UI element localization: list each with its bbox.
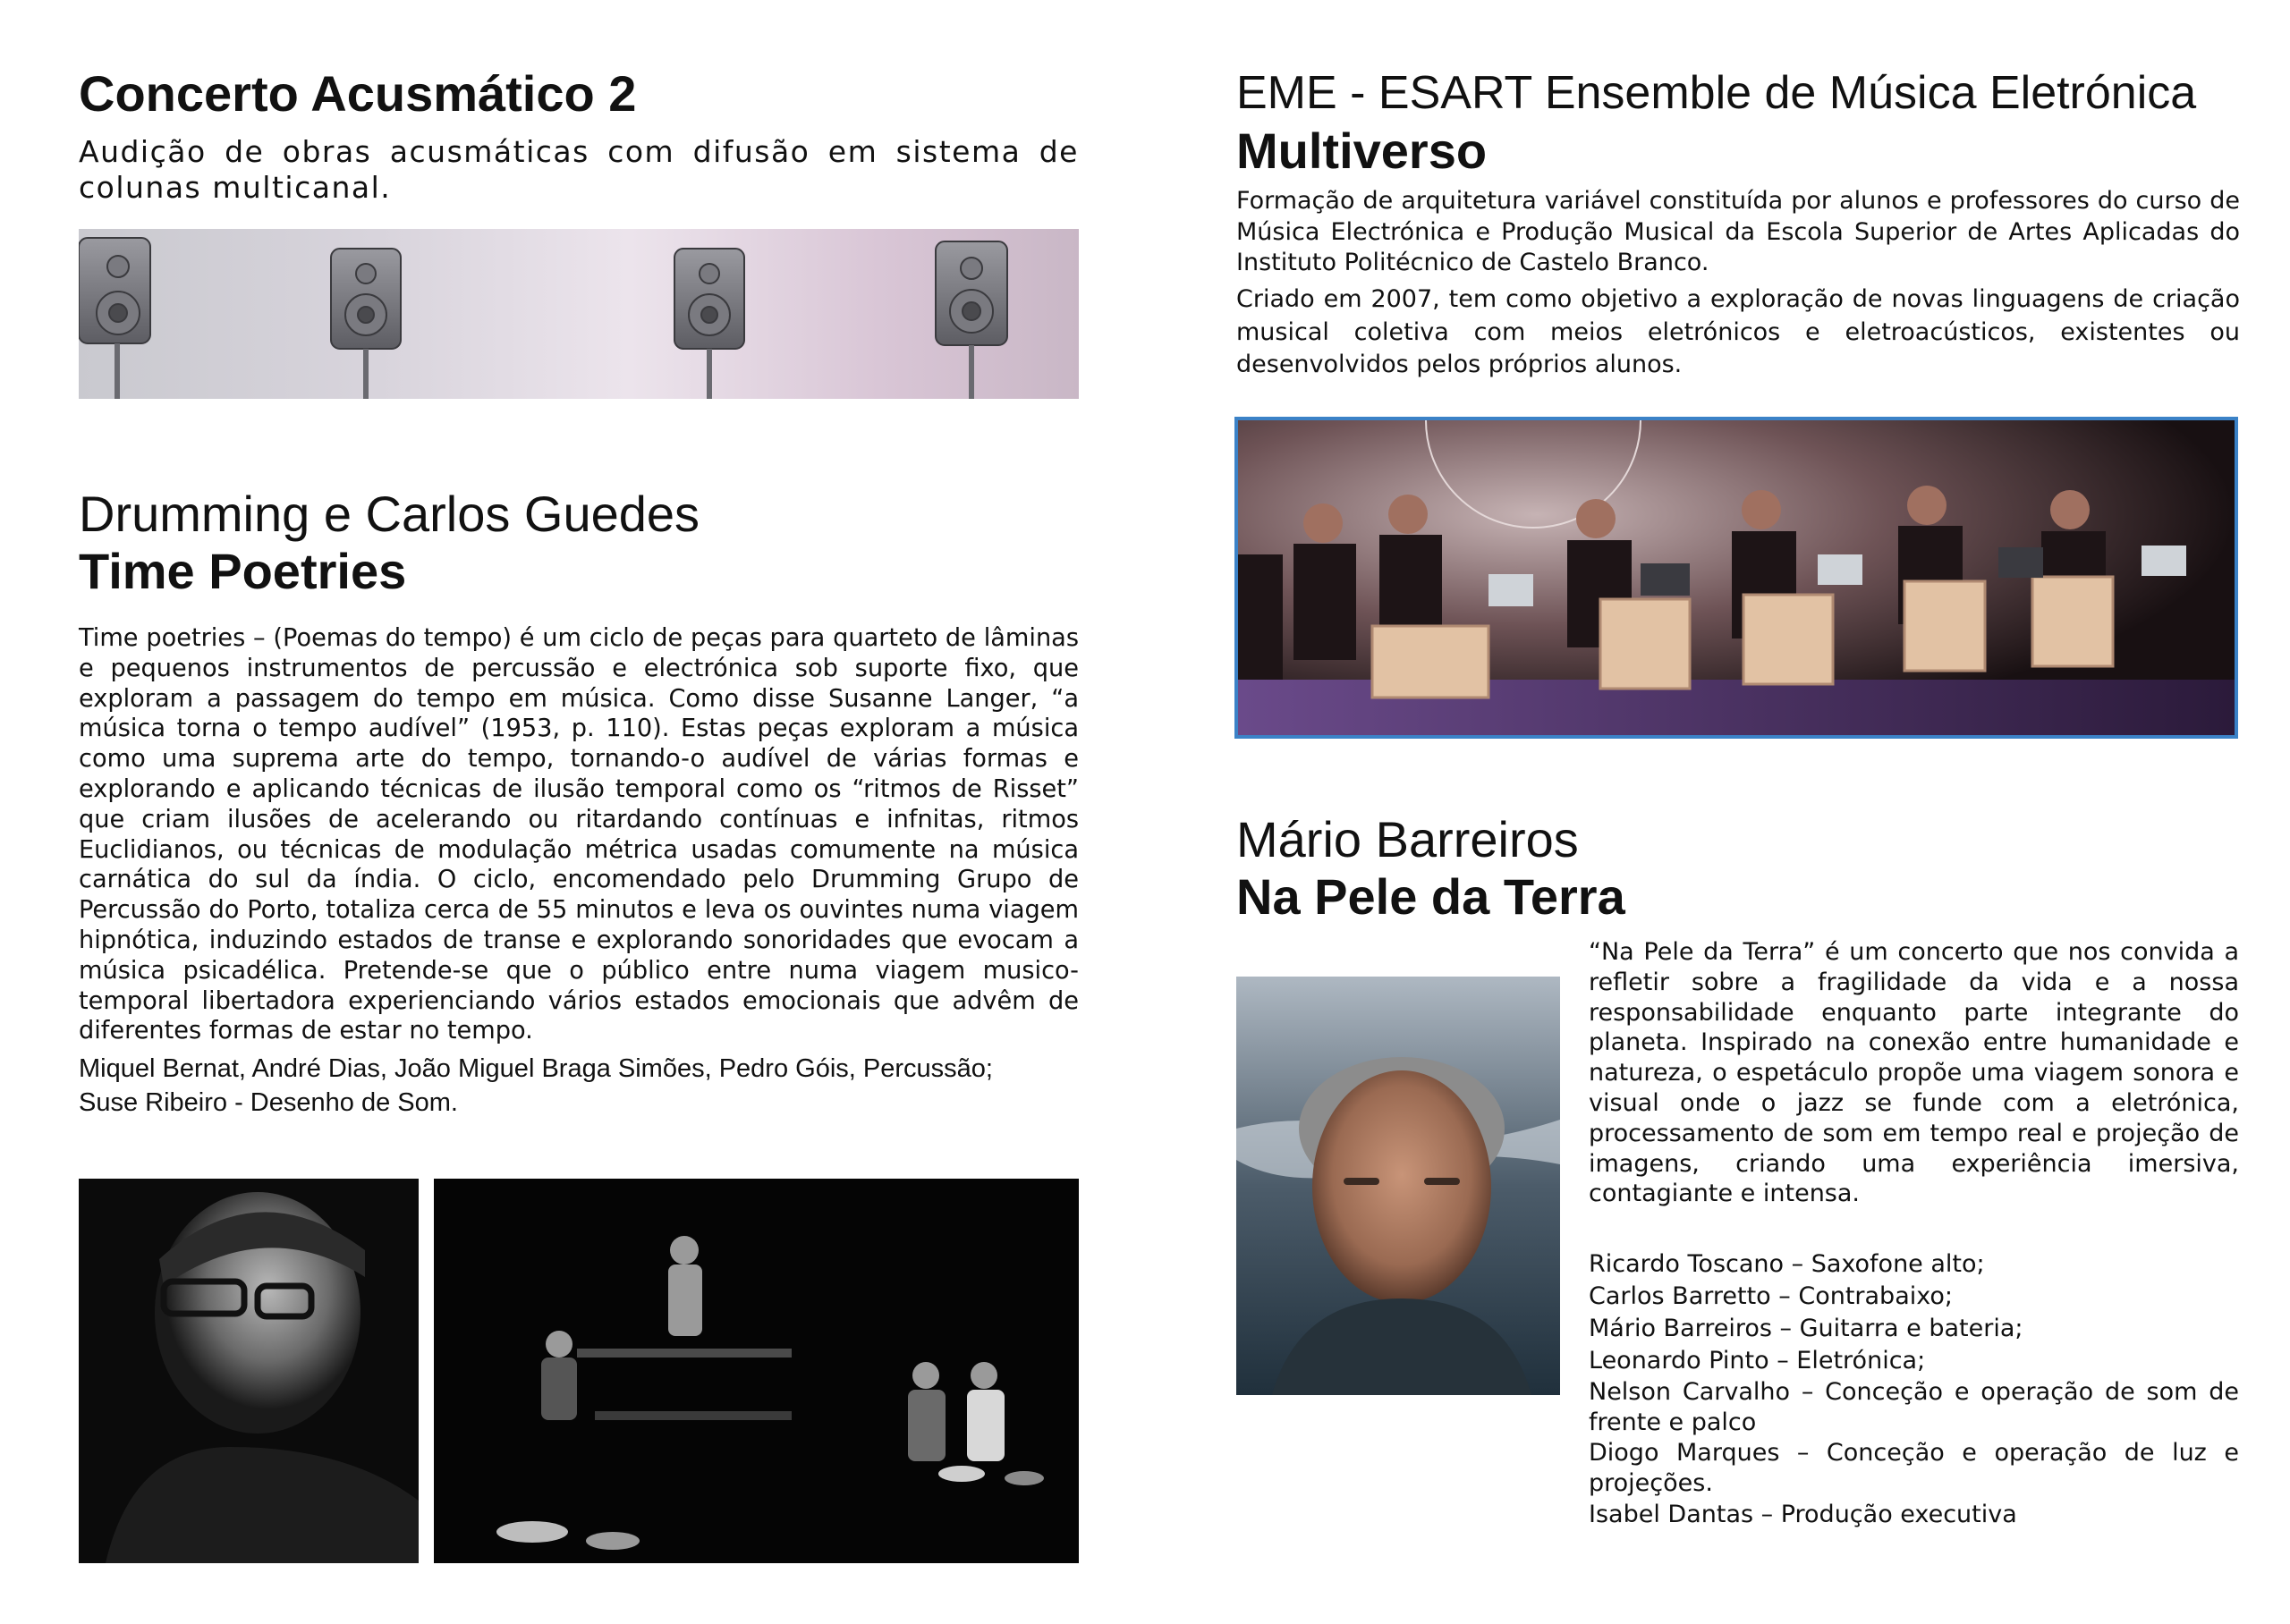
mario-credits-list (1589, 1248, 2239, 1531)
credit-item: Nelson Carvalho – Conceção e operação de som de frente e palco (1589, 1378, 2239, 1436)
eme-ensemble-photo (1234, 417, 2238, 739)
speaker-icon (79, 238, 150, 399)
drumming-credits-line: Suse Ribeiro - Desenho de Som. (79, 1088, 458, 1117)
speakers-photo (79, 229, 1079, 399)
drumming-stage-photo (434, 1179, 1079, 1563)
eme-paragraph: Formação de arquitetura variável constituída por alunos e professores do curso de Música Electrónica e Produção Musical da Escola Superior de Artes Aplicadas do Instituto Politécnico de Castelo Branco. (1236, 187, 2240, 276)
mario-artist: Mário Barreiros (1236, 811, 1579, 867)
credit-item: Carlos Barretto – Contrabaixo; (1589, 1282, 1954, 1310)
credit-item: Isabel Dantas – Produção executiva (1589, 1501, 2017, 1528)
credit-item: Leonardo Pinto – Eletrónica; (1589, 1347, 1926, 1374)
mario-description: “Na Pele da Terra” é um concerto que nos convida a refletir sobre a fragilidade da vida e a nossa responsabilidade enquanto parte integrante do planeta. Inspirado na conexão entre humanidade e natureza, o espetáculo propõe uma viagem sonora e visual onde o jazz se funde com a eletrónica, processamento de som em tempo real e projeção de imagens, criando uma experiência imersiva, contagiante e intensa. (1589, 938, 2239, 1208)
drumming-credits-line: Miquel Bernat, André Dias, João Miguel Braga Simões, Pedro Góis, Percussão; (79, 1054, 993, 1083)
mario-title: Na Pele da Terra (1236, 868, 1625, 925)
eme-paragraph: Criado em 2007, tem como objetivo a exploração de novas linguagens de criação musical coletiva com meios eletrónicos e eletroacústicos, existentes ou desenvolvidos pelos próprios alunos. (1236, 285, 2240, 378)
credit-item: Mário Barreiros – Guitarra e bateria; (1589, 1315, 2023, 1342)
drumming-artist: Drumming e Carlos Guedes (79, 486, 700, 542)
eme-title: Multiverso (1236, 123, 1488, 179)
eme-ensemble-name: EME - ESART Ensemble de Música Eletrónica (1236, 67, 2197, 119)
acusmatico-description: Audição de obras acusmáticas com difusão em sistema de colunas multicanal. (79, 134, 1079, 205)
mario-barreiros-portrait (1236, 977, 1560, 1395)
credit-item: Diogo Marques – Conceção e operação de luz e projeções. (1589, 1439, 2239, 1497)
drumming-title: Time Poetries (79, 543, 407, 599)
credit-item: Ricardo Toscano – Saxofone alto; (1589, 1250, 1985, 1278)
carlos-guedes-portrait (79, 1179, 419, 1563)
drumming-credits (79, 1052, 1079, 1120)
drumming-description: Time poetries – (Poemas do tempo) é um ciclo de peças para quarteto de lâminas e pequenos instrumentos de percussão e electrónica sob suporte fixo, que exploram a passagem do tempo em música. Como disse Susanne Langer, “a música torna o tempo audível” (1953, p. 110). Estas peças exploram a música como uma suprema arte do tempo, tornando-o audível de várias formas e explorando e aplicando técnicas de ilusão temporal como os “ritmos de Risset” que criam ilusões de acelerando ou ritardando contínuas e infnitas, ritmos Euclidianos, ou técnicas de modulação métrica usadas comumente na música carnática do sul da índia. O ciclo, encomendado pelo Drumming Grupo de Percussão do Porto, totaliza cerca de 55 minutos e leva os ouvintes numa viagem hipnótica, induzindo estados de transe e explorando sonoridades que evocam a música psicadélica. Pretende-se que o público entre numa viagem musico-temporal libertadora experienciando vários estados emocionais que advêm de diferentes formas de estar no tempo. (79, 624, 1079, 1045)
acusmatico-title: Concerto Acusmático 2 (79, 65, 637, 122)
